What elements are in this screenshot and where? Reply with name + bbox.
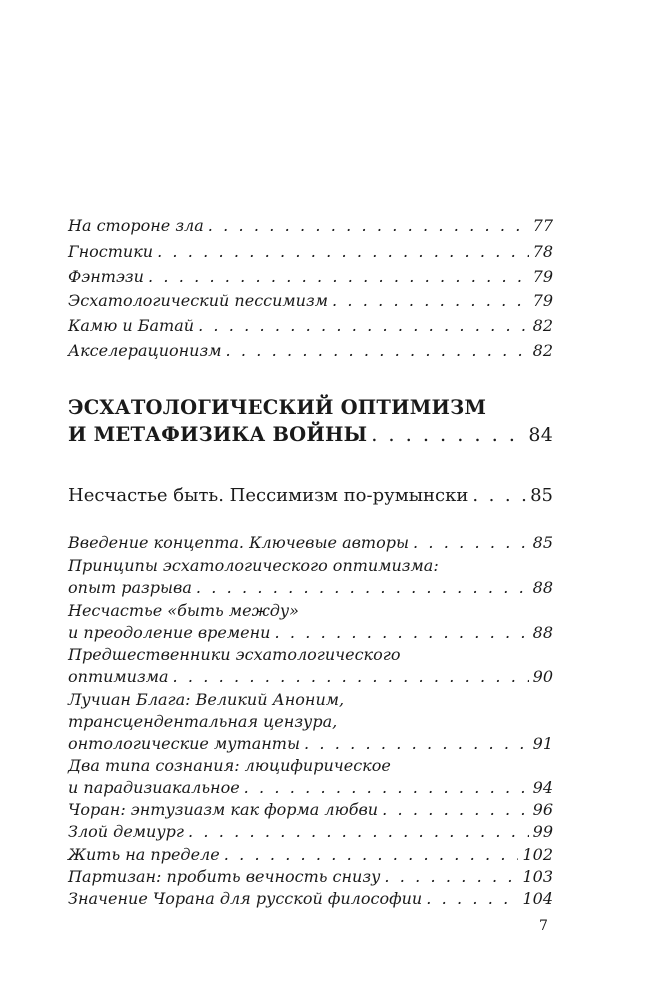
toc-entry-title: Фэнтэзи xyxy=(68,267,144,286)
toc-entry[interactable] xyxy=(68,267,553,286)
section-page: 85 xyxy=(530,485,553,506)
toc-entry-page: 82 xyxy=(532,341,553,360)
toc-entry-page: 96 xyxy=(532,800,553,819)
toc-entry-title: Жить на пределе xyxy=(68,845,220,864)
toc-entry-title-line: Лучиан Блага: Великий Аноним, xyxy=(68,690,345,709)
toc-entry[interactable] xyxy=(68,822,553,841)
dot-leader xyxy=(148,267,529,286)
toc-entry-page: 102 xyxy=(522,845,553,864)
toc-entry-title: Эсхатологический пессимизм xyxy=(68,291,328,310)
toc-entry[interactable] xyxy=(68,867,553,886)
dot-leader xyxy=(413,533,529,552)
chapter-heading-line-1: ЭСХАТОЛОГИЧЕСКИЙ ОПТИМИЗМ xyxy=(68,396,487,419)
toc-entry-title-line: Принципы эсхатологического оптимизма: xyxy=(68,556,439,575)
toc-entry-title: и преодоление времени xyxy=(68,623,271,642)
toc-entry-title-line: Два типа сознания: люцифирическое xyxy=(68,756,391,775)
toc-entry-page: 79 xyxy=(532,267,553,286)
toc-entry-title: Чоран: энтузиазм как форма любви xyxy=(68,800,379,819)
dot-leader xyxy=(371,423,524,446)
toc-entry-page: 78 xyxy=(532,242,553,261)
toc-entry-title: Введение концепта. Ключевые авторы xyxy=(68,533,409,552)
dot-leader xyxy=(384,867,518,886)
dot-leader xyxy=(208,216,529,235)
toc-entry-title-line: Предшественники эсхатологического xyxy=(68,645,401,664)
toc-entry-title-line: трансцендентальная цензура, xyxy=(68,712,338,731)
toc-entry-title: На стороне зла xyxy=(68,216,204,235)
page-number: 7 xyxy=(539,918,548,934)
dot-leader xyxy=(157,242,529,261)
dot-leader xyxy=(196,578,529,597)
toc-entry-title: оптимизма xyxy=(68,667,169,686)
toc-entry[interactable] xyxy=(68,316,553,335)
dot-leader xyxy=(198,316,529,335)
dot-leader xyxy=(332,291,529,310)
dot-leader xyxy=(304,734,529,753)
toc-entry[interactable] xyxy=(68,291,553,310)
dot-leader xyxy=(224,845,519,864)
toc-entry-page: 90 xyxy=(532,667,553,686)
dot-leader xyxy=(173,667,529,686)
chapter-page: 84 xyxy=(528,424,553,446)
toc-entry-title: Злой демиург xyxy=(68,822,184,841)
section-title: Несчастье быть. Пессимизм по-румынски xyxy=(68,485,469,506)
toc-entry[interactable] xyxy=(68,778,553,797)
toc-entry-title: Значение Чорана для русской философии xyxy=(68,889,423,908)
toc-entry[interactable] xyxy=(68,734,553,753)
toc-entry-title: опыт разрыва xyxy=(68,578,192,597)
toc-entry-title: и парадизиакальное xyxy=(68,778,240,797)
dot-leader xyxy=(472,485,526,506)
toc-entry-title-line: Несчастье «быть между» xyxy=(68,601,299,620)
toc-entry-page: 91 xyxy=(532,734,553,753)
toc-entry[interactable] xyxy=(68,800,553,819)
toc-entry-title: онтологические мутанты xyxy=(68,734,300,753)
toc-entry-page: 88 xyxy=(532,623,553,642)
toc-entry[interactable] xyxy=(68,889,553,908)
toc-entry-title: Камю и Батай xyxy=(68,316,195,335)
chapter-heading-line-2: И МЕТАФИЗИКА ВОЙНЫ xyxy=(68,423,368,446)
chapter-heading-entry[interactable] xyxy=(68,423,553,446)
toc-entry-page: 85 xyxy=(532,533,553,552)
toc-entry-title: Гностики xyxy=(68,242,154,261)
toc-entry[interactable] xyxy=(68,578,553,597)
toc-entry-page: 103 xyxy=(522,867,553,886)
toc-entry[interactable] xyxy=(68,845,553,864)
toc-entry[interactable] xyxy=(68,242,553,261)
toc-entry[interactable] xyxy=(68,341,553,360)
toc-entry-title: Акселерационизм xyxy=(68,341,222,360)
toc-entry-title: Партизан: пробить вечность снизу xyxy=(68,867,381,886)
section-entry[interactable] xyxy=(68,485,553,506)
toc-entry-page: 99 xyxy=(532,822,553,841)
toc-entry-page: 104 xyxy=(522,889,553,908)
toc-entry-page: 82 xyxy=(532,316,553,335)
dot-leader xyxy=(188,822,529,841)
toc-entry[interactable] xyxy=(68,216,553,235)
toc-entry-page: 77 xyxy=(532,216,553,235)
toc-entry-page: 94 xyxy=(532,778,553,797)
dot-leader xyxy=(382,800,529,819)
dot-leader xyxy=(274,623,528,642)
toc-entry[interactable] xyxy=(68,667,553,686)
dot-leader xyxy=(244,778,529,797)
toc-entry[interactable] xyxy=(68,623,553,642)
toc-entry-page: 88 xyxy=(532,578,553,597)
dot-leader xyxy=(426,889,518,908)
toc-entry-page: 79 xyxy=(532,291,553,310)
toc-entry[interactable] xyxy=(68,533,553,552)
dot-leader xyxy=(225,341,528,360)
